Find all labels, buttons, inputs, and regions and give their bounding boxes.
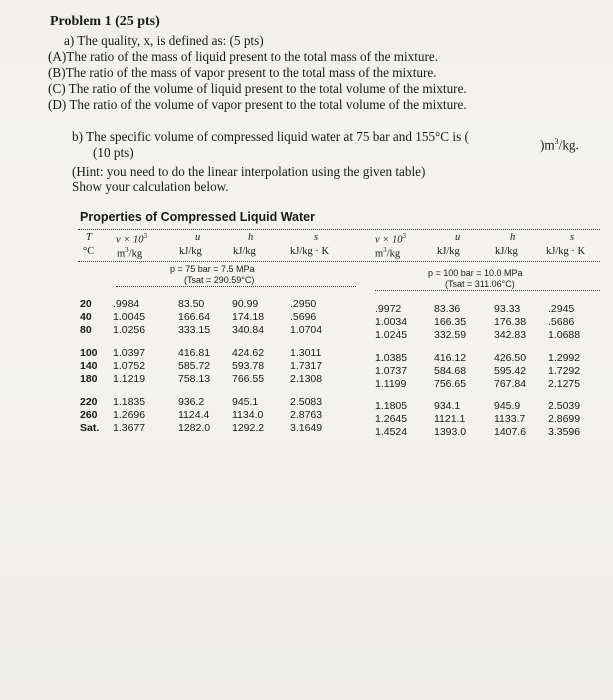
left-u-cell: 1282.0: [178, 422, 211, 434]
left-h-cell: 174.18: [232, 311, 265, 323]
header-h-unit-left: kJ/kg: [233, 246, 256, 257]
problem-title: Problem 1 (25 pts): [50, 14, 160, 29]
header-v-left: $v \times 10^3$: [116, 232, 147, 246]
block1-tsat: (Tsat = 290.59°C): [184, 275, 255, 285]
block1-rule: [116, 286, 356, 287]
part-a-question: a) The quality, x, is defined as: (5 pts): [64, 33, 264, 48]
temperature-cell: 80: [80, 324, 92, 336]
right-s-cell: 1.0688: [548, 329, 581, 341]
left-v-cell: 1.2696: [113, 409, 146, 421]
right-s-cell: 2.5039: [548, 400, 581, 412]
left-s-cell: 2.1308: [290, 373, 323, 385]
left-u-cell: 83.50: [178, 298, 205, 310]
block2-pressure: p = 100 bar = 10.0 MPa: [428, 268, 523, 278]
left-h-cell: 593.78: [232, 360, 265, 372]
right-u-cell: 332.59: [434, 329, 467, 341]
right-u-cell: 1393.0: [434, 426, 467, 438]
left-v-cell: 1.1835: [113, 396, 146, 408]
left-v-cell: .9984: [113, 298, 140, 310]
left-s-cell: 2.8763: [290, 409, 323, 421]
header-s-unit-left: kJ/kg · K: [290, 246, 330, 257]
right-v-cell: 1.1805: [375, 400, 408, 412]
right-s-cell: 1.2992: [548, 352, 581, 364]
header-t: T: [86, 232, 92, 243]
header-u-left: u: [195, 232, 201, 243]
part-b-instruction: Show your calculation below.: [72, 179, 229, 194]
header-h-left: h: [248, 232, 254, 243]
header-v-right: $v \times 10^3$: [375, 232, 406, 246]
left-s-cell: 1.3011: [290, 347, 322, 359]
header-bottom-rule: [78, 261, 600, 262]
temperature-cell: Sat.: [80, 422, 100, 434]
left-h-cell: 340.84: [232, 324, 265, 336]
left-u-cell: 333.15: [178, 324, 211, 336]
temperature-cell: 220: [80, 396, 98, 408]
header-s-unit-right: kJ/kg · K: [546, 246, 586, 257]
left-v-cell: 1.3677: [113, 422, 146, 434]
left-h-cell: 1292.2: [232, 422, 265, 434]
left-h-cell: 90.99: [232, 298, 259, 310]
right-u-cell: 166.35: [434, 316, 467, 328]
header-h-unit-right: kJ/kg: [495, 246, 518, 257]
right-h-cell: 342.83: [494, 329, 527, 341]
right-h-cell: 767.84: [494, 378, 527, 390]
right-h-cell: 93.33: [494, 303, 521, 315]
block1-pressure: p = 75 bar = 7.5 MPa: [170, 264, 255, 274]
right-v-cell: 1.2645: [375, 413, 408, 425]
temperature-cell: 140: [80, 360, 98, 372]
temperature-cell: 100: [80, 347, 98, 359]
right-v-cell: 1.4524: [375, 426, 408, 438]
temperature-cell: 20: [80, 298, 92, 310]
table-title: Properties of Compressed Liquid Water: [80, 210, 315, 224]
left-h-cell: 424.62: [232, 347, 265, 359]
right-u-cell: 934.1: [434, 400, 461, 412]
right-u-cell: 1121.1: [434, 413, 466, 425]
right-v-cell: 1.0737: [375, 365, 408, 377]
left-s-cell: .5696: [290, 311, 317, 323]
header-u-unit-left: kJ/kg: [179, 246, 202, 257]
temperature-cell: 180: [80, 373, 98, 385]
header-h-right: h: [510, 232, 516, 243]
left-u-cell: 1124.4: [178, 409, 210, 421]
right-v-cell: .9972: [375, 303, 402, 315]
left-h-cell: 766.55: [232, 373, 265, 385]
left-u-cell: 416.81: [178, 347, 211, 359]
right-s-cell: .2945: [548, 303, 575, 315]
header-v-unit-left: $m^3/kg$: [117, 246, 143, 260]
left-s-cell: 2.5083: [290, 396, 323, 408]
block2-rule: [375, 290, 600, 291]
option-a: (A)The ratio of the mass of liquid present to the total mass of the mixture.: [48, 49, 439, 64]
header-v-unit-right: $m^3/kg$: [375, 246, 401, 260]
left-u-cell: 166.64: [178, 311, 211, 323]
right-s-cell: 2.8699: [548, 413, 581, 425]
left-s-cell: 3.1649: [290, 422, 323, 434]
table-top-rule: [78, 229, 600, 230]
right-h-cell: 1407.6: [494, 426, 527, 438]
right-h-cell: 595.42: [494, 365, 527, 377]
right-v-cell: 1.0385: [375, 352, 408, 364]
part-b-hint: (Hint: you need to do the linear interpolation using the given table): [72, 164, 426, 179]
right-v-cell: 1.0034: [375, 316, 408, 328]
right-u-cell: 83.36: [434, 303, 461, 315]
header-u-unit-right: kJ/kg: [437, 246, 460, 257]
left-u-cell: 936.2: [178, 396, 205, 408]
left-v-cell: 1.0256: [113, 324, 146, 336]
right-h-cell: 176.38: [494, 316, 527, 328]
header-u-right: u: [455, 232, 461, 243]
left-v-cell: 1.0752: [113, 360, 146, 372]
left-v-cell: 1.0045: [113, 311, 146, 323]
right-s-cell: 3.3596: [548, 426, 581, 438]
left-v-cell: 1.0397: [113, 347, 146, 359]
right-h-cell: 945.9: [494, 400, 521, 412]
left-v-cell: 1.1219: [113, 373, 146, 385]
temperature-cell: 260: [80, 409, 98, 421]
part-b-question: b) The specific volume of compressed liquid water at 75 bar and 155°C is (: [72, 129, 469, 144]
right-v-cell: 1.1199: [375, 378, 407, 390]
left-h-cell: 945.1: [232, 396, 259, 408]
block2-tsat: (Tsat = 311.06°C): [445, 279, 515, 289]
right-h-cell: 426.50: [494, 352, 527, 364]
right-v-cell: 1.0245: [375, 329, 408, 341]
left-u-cell: 585.72: [178, 360, 211, 372]
right-h-cell: 1133.7: [494, 413, 526, 425]
part-b-units: )$m^3/kg$.: [540, 137, 579, 153]
header-s-right: s: [570, 232, 575, 243]
option-d: (D) The ratio of the volume of vapor present to the total volume of the mixture.: [48, 97, 467, 112]
left-s-cell: 1.0704: [290, 324, 323, 336]
right-s-cell: 2.1275: [548, 378, 581, 390]
left-s-cell: .2950: [290, 298, 317, 310]
right-u-cell: 756.65: [434, 378, 467, 390]
left-u-cell: 758.13: [178, 373, 211, 385]
temperature-cell: 40: [80, 311, 92, 323]
part-b-points: (10 pts): [93, 145, 134, 160]
header-s-left: s: [314, 232, 319, 243]
right-u-cell: 584.68: [434, 365, 467, 377]
right-s-cell: .5686: [548, 316, 575, 328]
option-c: (C) The ratio of the volume of liquid present to the total volume of the mixture.: [48, 81, 467, 96]
left-h-cell: 1134.0: [232, 409, 264, 421]
right-u-cell: 416.12: [434, 352, 467, 364]
left-s-cell: 1.7317: [290, 360, 323, 372]
right-s-cell: 1.7292: [548, 365, 581, 377]
header-t-unit: °C: [83, 246, 95, 257]
option-b: (B)The ratio of the mass of vapor present to the total mass of the mixture.: [48, 65, 437, 80]
